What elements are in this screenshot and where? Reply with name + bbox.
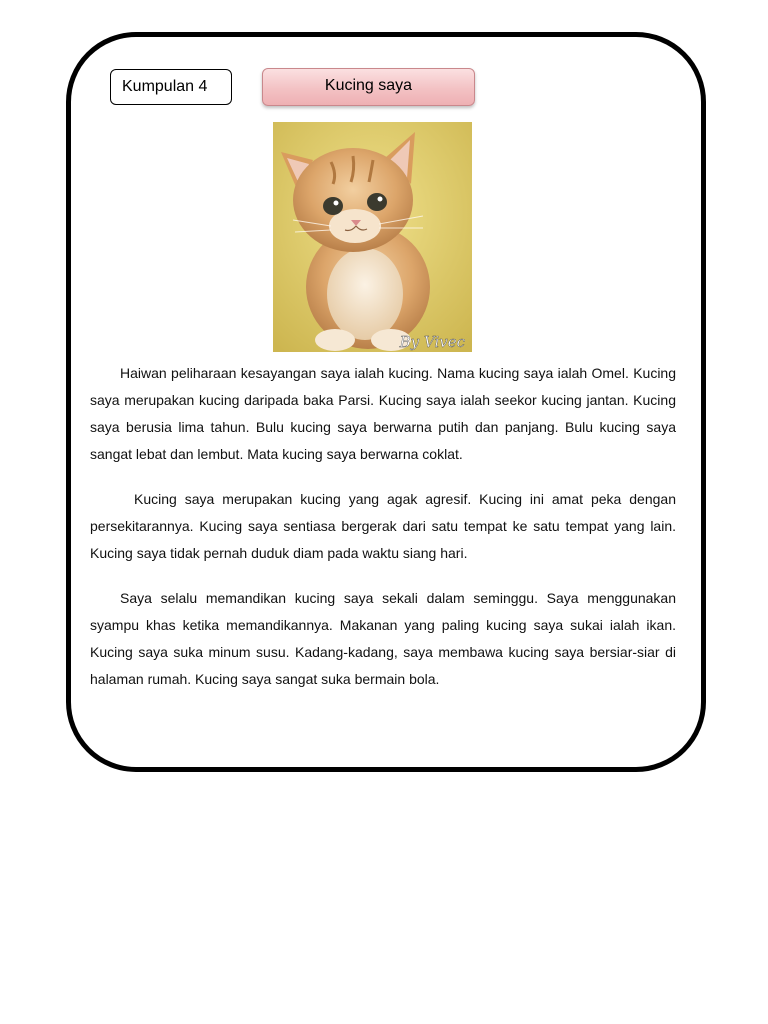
paragraph-1: Haiwan peliharaan kesayangan saya ialah kucing. Nama kucing saya ialah Omel. Kucing saya merupakan kucing daripada baka Parsi. Kucing saya ialah seekor kucing jantan. Kucing saya berusia lima tahun. Bulu kucing saya berwarna putih dan panjang. Bulu kucing saya sangat lebat dan lembut. Mata kucing saya berwarna coklat. [90,365,676,462]
page-title: Kucing saya [262,68,475,106]
paragraph-3: Saya selalu memandikan kucing saya sekali dalam seminggu. Saya menggunakan syampu khas ketika memandikannya. Makanan yang paling kucing saya sukai ialah ikan. Kucing saya suka minum susu. Kadang-kadang, saya membawa kucing saya bersiar-siar di halaman rumah. Kucing saya sangat suka bermain bola. [90,590,676,687]
body-text [90,360,676,711]
group-label: Kumpulan 4 [110,69,232,105]
paragraph-2: Kucing saya merupakan kucing yang agak agresif. Kucing ini amat peka dengan persekitarannya. Kucing saya sentiasa bergerak dari satu tempat ke satu tempat yang lain. Kucing saya tidak pernah duduk diam pada waktu siang hari. [90,491,676,561]
watermark-text: By Vivec [399,333,465,351]
kitten-photo [273,122,472,352]
